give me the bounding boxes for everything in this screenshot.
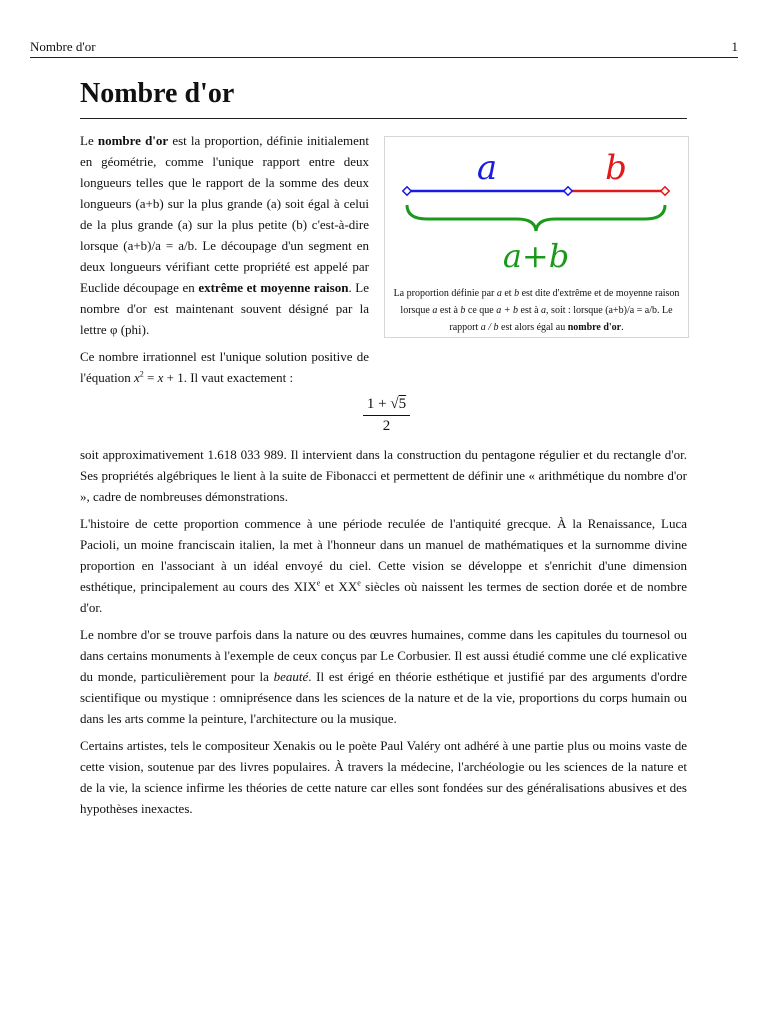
label-a: a bbox=[476, 148, 498, 188]
label-a-plus-b: a+b bbox=[502, 237, 570, 275]
formula-numerator: 1 + √5 bbox=[363, 394, 410, 416]
page-number: 1 bbox=[731, 39, 738, 54]
intro-paragraph: Le nombre d'or est la proportion, définie initialement en géométrie, comme l'unique rapport entre deux longueurs telles que le rapport de la somme des deux longueurs (a+b) sur la plus grande (a) soit égal à celui de la plus grande (a) sur la plus petite (b) c'est-à-dire lorsque (a+b)/a = a/b. Le découpage d'un segment en deux longueurs vérifiant cette propriété est appelé par Euclide découpage en extrême et moyenne raison. Le nombre d'or est maintenant souvent désigné par la lettre φ (phi). bbox=[80, 133, 369, 337]
running-head-title: Nombre d'or bbox=[30, 39, 96, 54]
equation-paragraph: Ce nombre irrationnel est l'unique solution positive de l'équation $x^2 = x + 1$. Il vaut exactement : bbox=[80, 349, 369, 385]
formula-denominator: 2 bbox=[382, 418, 391, 434]
label-b: b bbox=[605, 148, 627, 188]
formula-fraction bbox=[363, 394, 410, 436]
golden-ratio-formula bbox=[80, 394, 687, 440]
article-body bbox=[80, 130, 687, 825]
artists-paragraph: Certains artistes, tels le compositeur Xenakis ou le poète Paul Valéry ont adhéré à une partie plus ou moins vaste de cette vision, soutenue par des livres populaires. À travers la médecine, l'archéologie ou les sciences de la nature et de la vie, la science infirme les théories de cette nature car elles sont fondées sur des généralisations abusives et des hypothèses inexactes. bbox=[80, 738, 687, 816]
nature-paragraph: Le nombre d'or se trouve parfois dans la nature ou des œuvres humaines, comme dans les capitules du tournesol ou dans certains monuments à l'exemple de ceux conçus par Le Corbusier. Il est aussi étudié comme une clé explicative du monde, particulièrement pour la beauté. Il est érigé en théorie esthétique et justifié par des arguments d'ordre scientifique ou mystique : omniprésence dans les sciences de la nature et de la vie, proportions du corps humain ou dans les arts comme la peinture, l'architecture ou la musique. bbox=[80, 627, 687, 726]
history-paragraph: L'histoire de cette proportion commence à une période reculée de l'antiquité grecque. À la Renaissance, Luca Pacioli, un moine franciscain italien, la met à l'honneur dans un manuel de mathématiques et la surnomme divine proportion en l'associant à un idéal envoyé du ciel. Cette vision se développe et s'enrichit d'une dimension esthétique, principalement au cours des XIXe et XXe siècles où naissent les termes de section dorée et de nombre d'or. bbox=[80, 516, 687, 615]
page-title: Nombre d'or bbox=[80, 78, 235, 109]
title-divider bbox=[80, 118, 687, 119]
approximation-paragraph: soit approximativement 1.618 033 989. Il intervient dans la construction du pentagone régulier et du rectangle d'or. Ses propriétés algébriques le lient à la suite de Fibonacci et permettent de définir une « arithmétique du nombre d'or », cadre de nombreuses démonstrations. bbox=[80, 447, 687, 504]
running-head bbox=[30, 37, 738, 58]
figure-caption: La proportion définie par a et b est dite d'extrême et de moyenne raison lorsque a est à b ce que a + b est à a, soit : lorsque (a+b)/a = a/b. Le rapport a / b est alors égal au nombre d'or. bbox=[393, 288, 680, 333]
